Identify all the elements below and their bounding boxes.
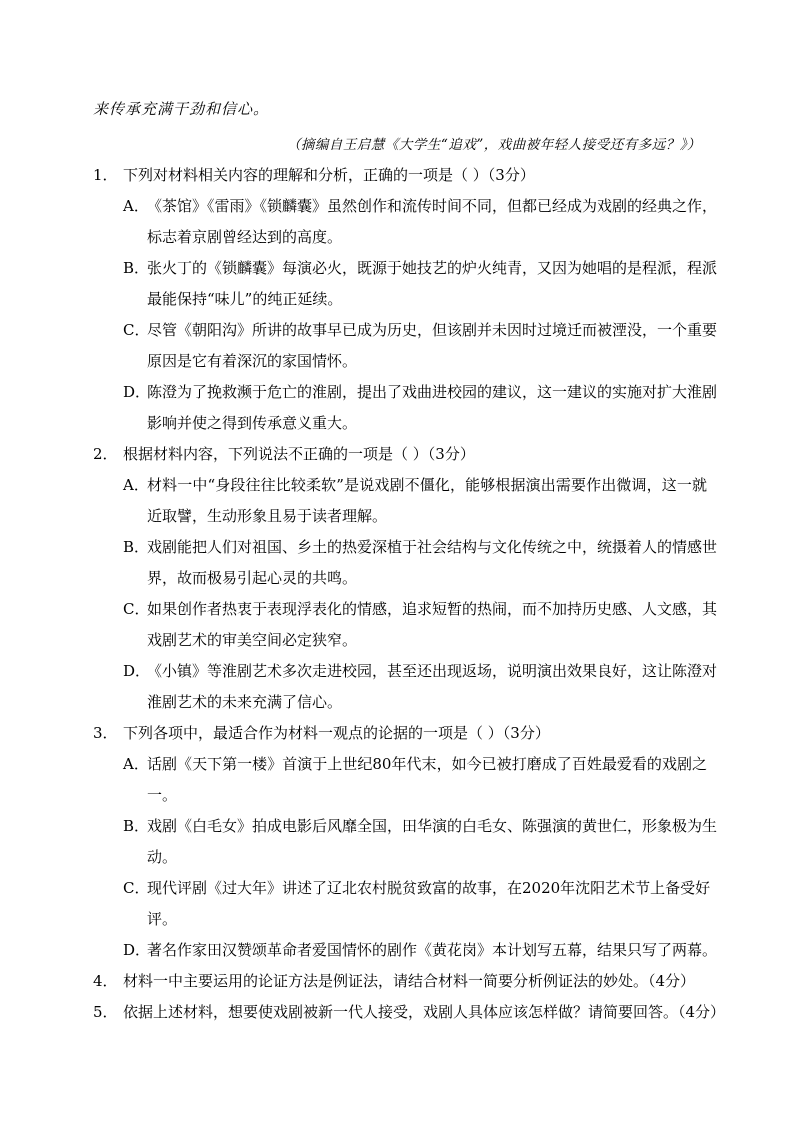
question-number: 3．: [93, 724, 118, 742]
question-1-option-c: [93, 315, 718, 377]
option-first-line: [123, 191, 718, 222]
question-text: 根据材料内容，下列说法不正确的一项是（ ）（3分）: [123, 445, 475, 463]
option-letter: A．: [123, 197, 149, 215]
question-text: 下列各项中，最适合作为材料一观点的论据的一项是（ ）（3分）: [123, 724, 550, 742]
question-2-option-c: [93, 594, 718, 656]
option-text: 《茶馆》《雷雨》《锁麟囊》虽然创作和流传时间不同，但都已经成为戏剧的经典之作，: [147, 197, 718, 215]
option-letter: D．: [123, 941, 151, 959]
option-first-line: [123, 811, 718, 842]
option-first-line: [123, 253, 718, 284]
question-text: 下列对材料相关内容的理解和分析，正确的一项是（ ）（3分）: [123, 166, 535, 184]
option-text: 戏剧《白毛女》拍成电影后风靡全国，田华演的白毛女、陈强演的黄世仁，形象极为生: [147, 817, 718, 835]
option-letter: B．: [123, 817, 150, 835]
option-text-continued: 动。: [147, 848, 178, 866]
question-2-option-b: [93, 532, 718, 594]
option-text: 话剧《天下第一楼》首演于上世纪80年代末，如今已被打磨成了百姓最爱看的戏剧之: [147, 755, 707, 773]
question-5-stem: [93, 997, 726, 1028]
question-number: 5．: [93, 1003, 118, 1021]
option-text-continued: 淮剧艺术的未来充满了信心。: [147, 693, 343, 711]
question-list: [93, 160, 726, 1028]
option-first-line: [123, 315, 718, 346]
option-text: 陈澄为了挽救濒于危亡的淮剧，提出了戏曲进校园的建议，这一建议的实施对扩大淮剧: [147, 383, 718, 401]
question-text: 材料一中主要运用的论证方法是例证法，请结合材料一简要分析例证法的妙处。（4分）: [123, 972, 696, 990]
option-letter: C．: [123, 879, 150, 897]
question-text: 依据上述材料，想要使戏剧被新一代人接受，戏剧人具体应该怎样做？请简要回答。（4分）: [123, 1003, 726, 1021]
option-letter: B．: [123, 259, 150, 277]
question-4-stem: [93, 966, 707, 997]
option-first-line: [123, 656, 718, 687]
option-text: 张火丁的《锁麟囊》每演必火，既源于她技艺的炉火纯青，又因为她唱的是程派，程派: [147, 259, 718, 277]
option-text: 《小镇》等淮剧艺术多次走进校园，甚至还出现返场，说明演出效果良好，这让陈澄对: [147, 662, 718, 680]
option-text-continued: 评。: [147, 910, 178, 928]
option-text-continued: 影响并使之得到传承意义重大。: [147, 414, 358, 432]
option-first-line: [123, 470, 707, 501]
question-3-option-d: [93, 935, 718, 966]
option-letter: B．: [123, 538, 150, 556]
question-3-option-c: [93, 873, 711, 935]
option-letter: C．: [123, 600, 150, 618]
option-text: 现代评剧《过大年》讲述了辽北农村脱贫致富的故事，在2020年沈阳艺术节上备受好: [147, 879, 711, 897]
option-first-line: [123, 377, 718, 408]
question-number: 2．: [93, 445, 118, 463]
option-text-continued: 界，故而极易引起心灵的共鸣。: [147, 569, 358, 587]
option-first-line: [123, 749, 707, 780]
question-2-option-d: [93, 656, 718, 718]
option-text-continued: 最能保持“味儿”的纯正延续。: [147, 290, 343, 308]
option-first-line: [123, 532, 718, 563]
option-text-continued: 近取譬，生动形象且易于读者理解。: [147, 507, 388, 525]
question-2-stem: [93, 439, 707, 470]
option-letter: A．: [123, 755, 149, 773]
question-1-stem: [93, 160, 707, 191]
option-letter: A．: [123, 476, 149, 494]
option-text: 著名作家田汉赞颂革命者爱国情怀的剧作《黄花岗》本计划写五幕，结果只写了两幕。: [147, 941, 718, 959]
option-text-continued: 原因是它有着深沉的家国情怀。: [147, 352, 358, 370]
intro-text: 来传承充满干劲和信心。: [93, 100, 270, 118]
question-number: 1．: [93, 166, 118, 184]
option-text-continued: 一。: [147, 786, 178, 804]
question-3-option-b: [93, 811, 718, 873]
question-3-option-a: [93, 749, 707, 811]
option-text: 如果创作者热衷于表现浮表化的情感，追求短暂的热闹，而不加持历史感、人文感，其: [147, 600, 718, 618]
option-letter: C．: [123, 321, 150, 339]
option-text-continued: 戏剧艺术的审美空间必定狭窄。: [147, 631, 358, 649]
question-1-option-d: [93, 377, 718, 439]
question-number: 4．: [93, 972, 118, 990]
source-citation: （摘编自王启慧《大学生“追戏”，戏曲被年轻人接受还有多远？》）: [286, 137, 701, 153]
question-2-option-a: [93, 470, 707, 532]
option-first-line: [123, 873, 711, 904]
option-first-line: [123, 594, 718, 625]
option-text: 尽管《朝阳沟》所讲的故事早已成为历史，但该剧并未因时过境迁而被湮没，一个重要: [147, 321, 718, 339]
question-3-stem: [93, 718, 707, 749]
option-letter: D．: [123, 662, 151, 680]
option-text: 材料一中“身段往往比较柔软”是说戏剧不僵化，能够根据演出需要作出微调，这一就: [147, 476, 707, 494]
option-letter: D．: [123, 383, 151, 401]
option-text-continued: 标志着京剧曾经达到的高度。: [147, 228, 343, 246]
question-1-option-a: [93, 191, 718, 253]
option-text: 戏剧能把人们对祖国、乡土的热爱深植于社会结构与文化传统之中，统摄着人的情感世: [147, 538, 718, 556]
option-first-line: [123, 935, 718, 966]
question-1-option-b: [93, 253, 718, 315]
